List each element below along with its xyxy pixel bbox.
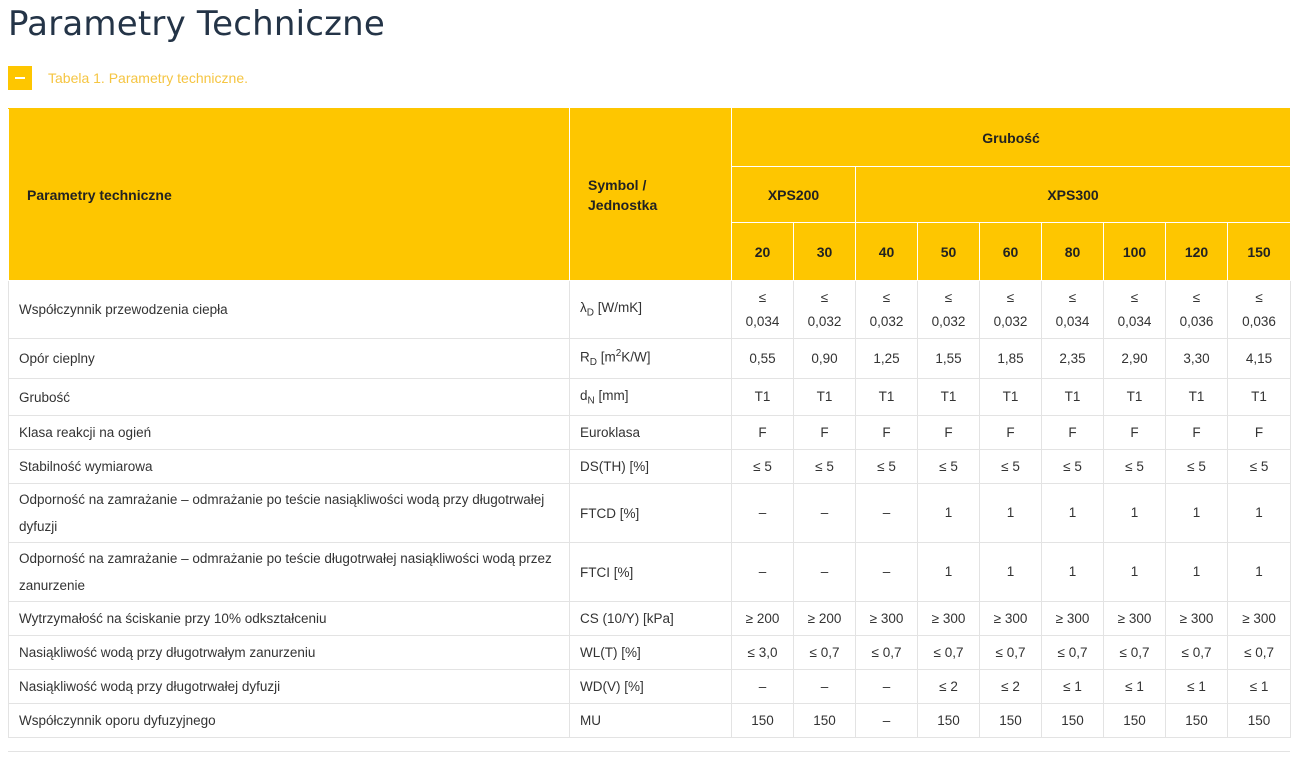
symbol-unit: WL(T) [%] [570, 636, 732, 670]
symbol-unit-part: [m [596, 349, 616, 365]
value-cell: – [856, 670, 918, 704]
value-cell: F [1228, 416, 1291, 450]
value-cell: 1 [918, 484, 980, 543]
symbol-main: R [580, 349, 590, 365]
symbol-unit [570, 379, 732, 416]
parameter-name: Odporność na zamrażanie – odmrażanie po teście długotrwałej nasiąkliwości wodą przez zanurzenie [9, 543, 570, 602]
value-operator: ≤ [1255, 289, 1263, 305]
value-cell: ≤ 5 [794, 450, 856, 484]
value-cell: 1,55 [918, 339, 980, 379]
header-thickness-100: 100 [1104, 223, 1166, 281]
value-cell: ≥ 300 [1104, 602, 1166, 636]
table-row [9, 636, 1291, 670]
value-cell: T1 [1042, 379, 1104, 416]
value-cell: ≥ 300 [1228, 602, 1291, 636]
value-operator: ≤ [1006, 289, 1015, 305]
value-number: 0,034 [1055, 313, 1090, 329]
value-cell [794, 281, 856, 339]
value-cell: ≤ 5 [1228, 450, 1291, 484]
value-cell: – [732, 670, 794, 704]
table-row [9, 379, 1291, 416]
value-cell: ≤ 5 [732, 450, 794, 484]
value-cell: F [980, 416, 1042, 450]
value-cell: ≤ 5 [1042, 450, 1104, 484]
header-thickness-80: 80 [1042, 223, 1104, 281]
value-operator: ≤ [1130, 289, 1139, 305]
value-cell: – [794, 670, 856, 704]
value-cell: 150 [918, 704, 980, 738]
symbol-unit: MU [570, 704, 732, 738]
symbol-unit [570, 281, 732, 339]
value-cell: T1 [918, 379, 980, 416]
value-cell: T1 [732, 379, 794, 416]
value-cell: ≤ 0,7 [1042, 636, 1104, 670]
symbol-unit: WD(V) [%] [570, 670, 732, 704]
value-cell: – [732, 543, 794, 602]
header-group-xps300: XPS300 [856, 167, 1291, 223]
value-cell: 1,25 [856, 339, 918, 379]
value-cell: – [856, 543, 918, 602]
value-cell: ≤ 3,0 [732, 636, 794, 670]
symbol-unit-part: K/W] [621, 349, 651, 365]
bottom-divider [8, 751, 1290, 752]
value-cell: 150 [794, 704, 856, 738]
value-cell [1166, 281, 1228, 339]
symbol-unit: Euroklasa [570, 416, 732, 450]
value-cell: ≥ 300 [918, 602, 980, 636]
symbol-unit: FTCI [%] [570, 543, 732, 602]
value-cell [1042, 281, 1104, 339]
value-cell: 150 [732, 704, 794, 738]
header-thickness-30: 30 [794, 223, 856, 281]
symbol-unit-part: [W/mK] [593, 300, 642, 316]
symbol-unit: CS (10/Y) [kPa] [570, 602, 732, 636]
table-row [9, 602, 1291, 636]
value-cell: ≤ 5 [1166, 450, 1228, 484]
value-cell: ≥ 200 [732, 602, 794, 636]
value-cell: 2,35 [1042, 339, 1104, 379]
header-thickness-20: 20 [732, 223, 794, 281]
value-cell: ≥ 200 [794, 602, 856, 636]
table-row [9, 416, 1291, 450]
value-cell: – [794, 484, 856, 543]
page-title: Parametry Techniczne [8, 4, 386, 44]
value-cell: T1 [1228, 379, 1291, 416]
value-cell: 0,55 [732, 339, 794, 379]
value-number: 0,032 [993, 313, 1028, 329]
value-cell: 150 [1104, 704, 1166, 738]
header-symbol-unit [570, 109, 732, 281]
symbol-unit [570, 339, 732, 379]
value-number: 0,032 [807, 313, 842, 329]
value-cell: 1 [1228, 543, 1291, 602]
value-cell: ≤ 0,7 [794, 636, 856, 670]
value-cell: ≤ 1 [1166, 670, 1228, 704]
value-number: 0,034 [745, 313, 780, 329]
value-cell: – [856, 484, 918, 543]
value-cell [856, 281, 918, 339]
value-cell: 1 [980, 543, 1042, 602]
value-cell: 2,90 [1104, 339, 1166, 379]
value-cell: ≤ 1 [1042, 670, 1104, 704]
header-thickness-120: 120 [1166, 223, 1228, 281]
value-cell: 1 [1042, 543, 1104, 602]
value-cell: F [856, 416, 918, 450]
value-number: 0,036 [1242, 313, 1276, 329]
header-symbol-line1: Symbol / [588, 176, 647, 193]
symbol-unit-part: [mm] [594, 387, 629, 403]
value-cell: 150 [1166, 704, 1228, 738]
value-cell: 1 [1166, 543, 1228, 602]
parameter-name: Grubość [9, 379, 570, 416]
value-cell: 1 [980, 484, 1042, 543]
header-group-xps200: XPS200 [732, 167, 856, 223]
parameter-name: Opór cieplny [9, 339, 570, 379]
value-cell: ≥ 300 [980, 602, 1042, 636]
value-cell: – [732, 484, 794, 543]
value-cell: T1 [980, 379, 1042, 416]
header-thickness-50: 50 [918, 223, 980, 281]
value-cell: T1 [1104, 379, 1166, 416]
value-cell: ≤ 2 [980, 670, 1042, 704]
table-row [9, 450, 1291, 484]
minus-icon [15, 77, 25, 79]
parameter-name: Nasiąkliwość wodą przy długotrwałej dyfuzji [9, 670, 570, 704]
value-cell: 3,30 [1166, 339, 1228, 379]
parameter-name: Stabilność wymiarowa [9, 450, 570, 484]
value-cell: 1 [1042, 484, 1104, 543]
table-caption-toggle[interactable] [8, 66, 248, 90]
header-parameters: Parametry techniczne [9, 109, 570, 281]
value-cell: ≤ 5 [980, 450, 1042, 484]
value-cell: T1 [856, 379, 918, 416]
symbol-unit: FTCD [%] [570, 484, 732, 543]
value-cell: ≥ 300 [1166, 602, 1228, 636]
value-cell: F [1166, 416, 1228, 450]
value-number: 0,036 [1179, 313, 1214, 329]
value-operator: ≤ [1068, 289, 1077, 305]
value-cell: 1 [1228, 484, 1291, 543]
table-row [9, 281, 1291, 339]
value-cell: 4,15 [1228, 339, 1291, 379]
value-cell: 1 [918, 543, 980, 602]
value-cell [1104, 281, 1166, 339]
value-number: 0,032 [869, 313, 904, 329]
header-thickness-60: 60 [980, 223, 1042, 281]
header-thickness-150: 150 [1228, 223, 1291, 281]
value-cell: ≤ 2 [918, 670, 980, 704]
table-row [9, 704, 1291, 738]
table-caption[interactable]: Tabela 1. Parametry techniczne. [48, 70, 248, 86]
value-cell: 1 [1104, 484, 1166, 543]
value-cell: ≥ 300 [1042, 602, 1104, 636]
parameter-name: Współczynnik oporu dyfuzyjnego [9, 704, 570, 738]
value-cell: 150 [980, 704, 1042, 738]
symbol-subscript: D [586, 307, 594, 319]
table-row [9, 339, 1291, 379]
value-cell: ≤ 0,7 [1104, 636, 1166, 670]
value-cell: ≤ 5 [918, 450, 980, 484]
value-cell: F [1104, 416, 1166, 450]
table-row [9, 543, 1291, 602]
value-cell: ≤ 0,7 [918, 636, 980, 670]
value-cell: 1 [1166, 484, 1228, 543]
header-thickness-40: 40 [856, 223, 918, 281]
value-operator: ≤ [944, 289, 953, 305]
value-cell: ≤ 1 [1104, 670, 1166, 704]
symbol-main: λ [580, 300, 587, 316]
value-cell: – [856, 704, 918, 738]
parameter-name: Odporność na zamrażanie – odmrażanie po teście nasiąkliwości wodą przy długotrwałej dyfuzji [9, 484, 570, 543]
parameter-name: Wytrzymałość na ściskanie przy 10% odkształceniu [9, 602, 570, 636]
value-cell: ≤ 5 [1104, 450, 1166, 484]
value-cell: 0,90 [794, 339, 856, 379]
value-operator: ≤ [882, 289, 891, 305]
technical-parameters-table [8, 108, 1291, 738]
value-operator: ≤ [1192, 289, 1201, 305]
value-cell: 1,85 [980, 339, 1042, 379]
parameter-name: Nasiąkliwość wodą przy długotrwałym zanurzeniu [9, 636, 570, 670]
value-cell: F [732, 416, 794, 450]
value-operator: ≤ [758, 289, 767, 305]
value-cell: ≤ 0,7 [856, 636, 918, 670]
header-thickness: Grubość [732, 109, 1291, 167]
value-operator: ≤ [820, 289, 829, 305]
collapse-toggle-button[interactable] [8, 66, 32, 90]
value-cell: ≥ 300 [856, 602, 918, 636]
value-cell: T1 [794, 379, 856, 416]
value-cell: ≤ 0,7 [980, 636, 1042, 670]
table-row [9, 484, 1291, 543]
symbol-subscript: N [587, 395, 595, 407]
value-cell: F [918, 416, 980, 450]
value-cell [732, 281, 794, 339]
value-cell [980, 281, 1042, 339]
parameter-name: Klasa reakcji na ogień [9, 416, 570, 450]
value-cell: F [1042, 416, 1104, 450]
value-cell: 1 [1104, 543, 1166, 602]
value-cell [1228, 281, 1291, 339]
parameter-name: Współczynnik przewodzenia ciepła [9, 281, 570, 339]
value-number: 0,034 [1117, 313, 1152, 329]
value-cell: – [794, 543, 856, 602]
value-cell: ≤ 5 [856, 450, 918, 484]
value-number: 0,032 [931, 313, 966, 329]
symbol-superscript: 2 [615, 348, 622, 360]
header-symbol-line2: Jednostka [588, 196, 658, 213]
table-row [9, 670, 1291, 704]
symbol-main: d [580, 387, 588, 403]
value-cell: T1 [1166, 379, 1228, 416]
value-cell: 150 [1042, 704, 1104, 738]
value-cell: F [794, 416, 856, 450]
value-cell: ≤ 0,7 [1166, 636, 1228, 670]
value-cell: 150 [1228, 704, 1291, 738]
value-cell: ≤ 1 [1228, 670, 1291, 704]
symbol-subscript: D [589, 357, 597, 369]
symbol-unit: DS(TH) [%] [570, 450, 732, 484]
value-cell [918, 281, 980, 339]
value-cell: ≤ 0,7 [1228, 636, 1291, 670]
